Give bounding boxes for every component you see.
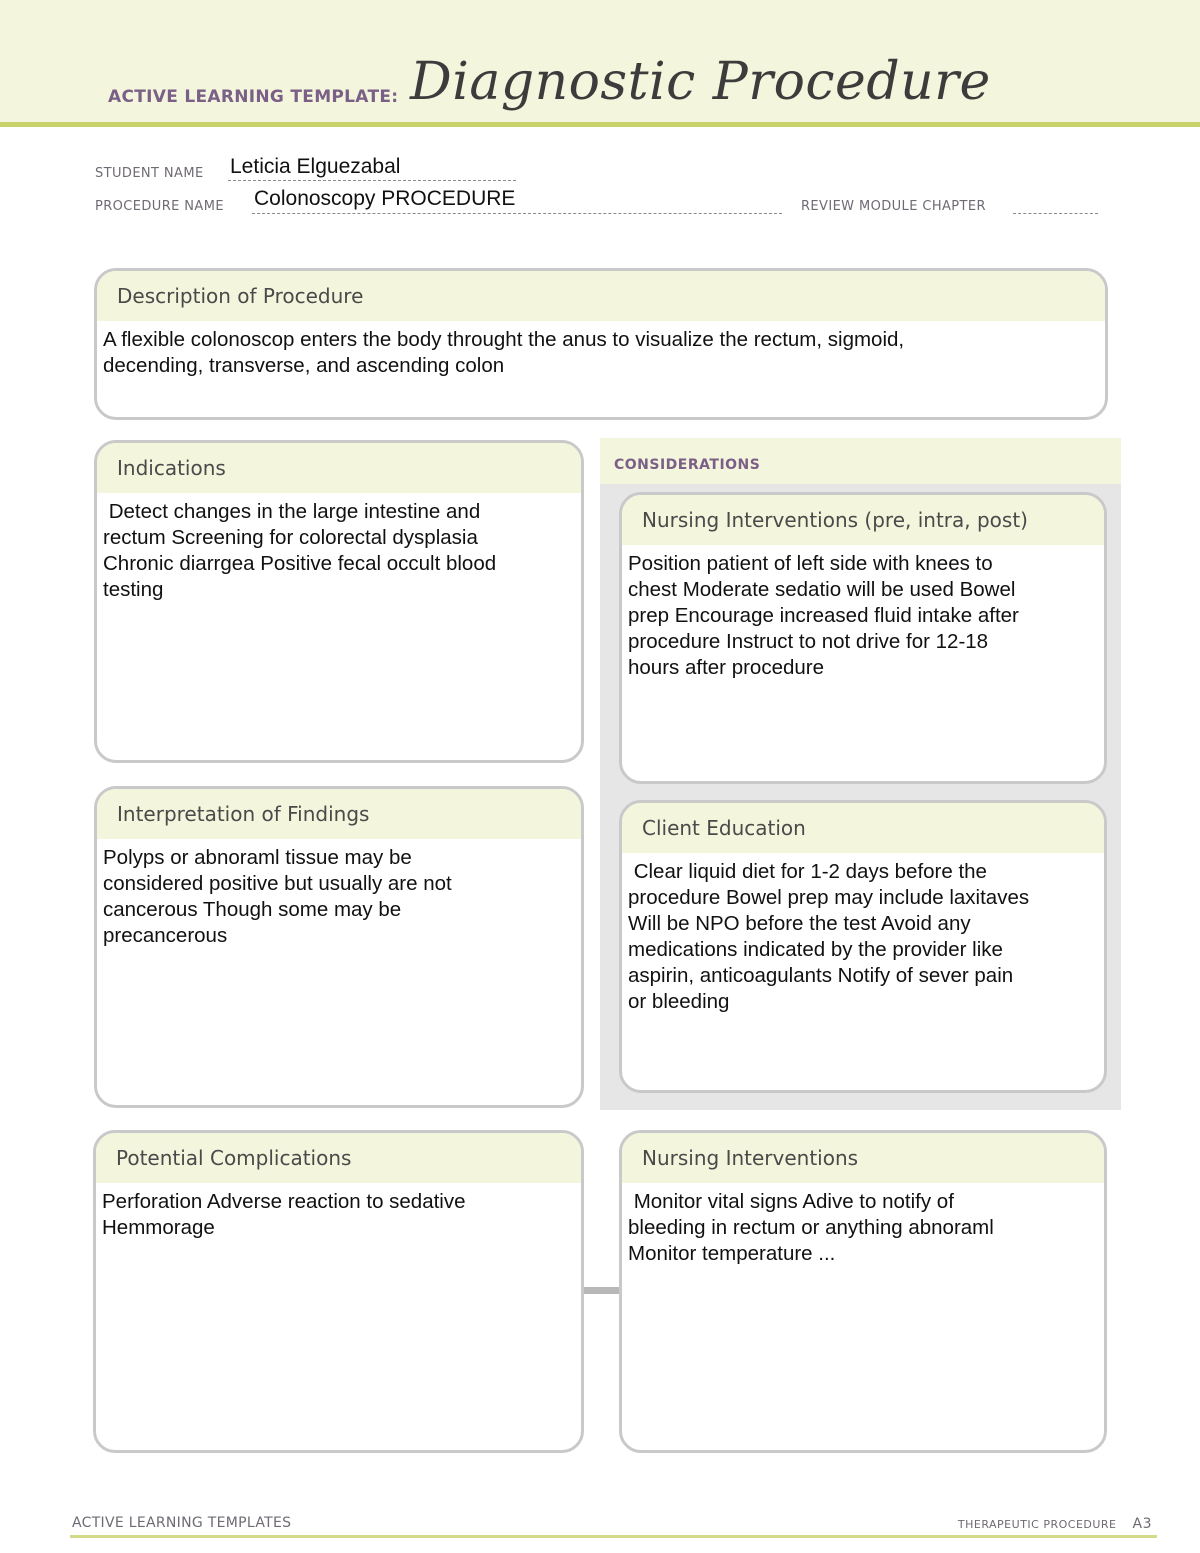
student-name-label: STUDENT NAME (95, 166, 204, 181)
student-name-field[interactable]: Leticia Elguezabal (230, 155, 401, 178)
indications-title: Indications (97, 443, 581, 493)
description-box (94, 268, 1108, 420)
review-module-label: REVIEW MODULE CHAPTER (801, 199, 986, 214)
page-number: A3 (1132, 1516, 1152, 1532)
procedure-name-line (252, 213, 782, 214)
interpretation-title: Interpretation of Findings (97, 789, 581, 839)
client-education-box (619, 800, 1107, 1093)
student-name-line (228, 180, 516, 181)
potential-complications-box (93, 1130, 584, 1453)
review-module-field[interactable] (1013, 213, 1098, 214)
footer-divider (70, 1535, 1157, 1538)
considerations-label: CONSIDERATIONS (614, 457, 761, 473)
nursing-interventions-title: Nursing Interventions (622, 1133, 1104, 1183)
client-education-text[interactable]: Clear liquid diet for 1-2 days before the procedure Bowel prep may include laxitaves Will be NPO before the test Avoid any medications indicated by the provider like aspirin, anticoagulants Notify of sever pain or bleeding (628, 860, 1030, 1013)
description-title: Description of Procedure (97, 271, 1105, 321)
potential-complications-title: Potential Complications (96, 1133, 581, 1183)
nursing-interventions-text[interactable]: Monitor vital signs Adive to notify of bleeding in rectum or anything abnoraml Monitor temperature ... (628, 1190, 994, 1265)
procedure-name-label: PROCEDURE NAME (95, 199, 224, 214)
interpretation-box (94, 786, 584, 1108)
nursing-interventions-pip-box (619, 492, 1107, 784)
footer-right (958, 1516, 1152, 1532)
template-prefix: ACTIVE LEARNING TEMPLATE: (108, 87, 399, 107)
potential-complications-text[interactable]: Perforation Adverse reaction to sedative Hemmorage (102, 1190, 466, 1239)
header-divider (0, 122, 1200, 127)
box-connector (583, 1287, 620, 1294)
page-title: Diagnostic Procedure (410, 52, 991, 112)
indications-box (94, 440, 584, 763)
description-text[interactable]: A flexible colonoscop enters the body throught the anus to visualize the rectum, sigmoid, decending, transverse, and ascending colon (103, 328, 905, 377)
client-education-title: Client Education (622, 803, 1104, 853)
nursing-interventions-box (619, 1130, 1107, 1453)
interpretation-text[interactable]: Polyps or abnoraml tissue may be considered positive but usually are not cancerous Though some may be precancerous (103, 846, 452, 947)
footer-left: ACTIVE LEARNING TEMPLATES (72, 1515, 292, 1531)
procedure-name-field[interactable]: Colonoscopy PROCEDURE (254, 187, 516, 210)
footer-section: THERAPEUTIC PROCEDURE (957, 1518, 1117, 1531)
nursing-interventions-pip-text[interactable]: Position patient of left side with knees to chest Moderate sedatio will be used Bowel prep Encourage increased fluid intake after procedure Instruct to not drive for 12-18 hours after procedure (628, 552, 1019, 679)
nursing-interventions-pip-title: Nursing Interventions (pre, intra, post) (622, 495, 1104, 545)
indications-text[interactable]: Detect changes in the large intestine and rectum Screening for colorectal dysplasia Chronic diarrgea Positive fecal occult blood testing (103, 500, 497, 601)
